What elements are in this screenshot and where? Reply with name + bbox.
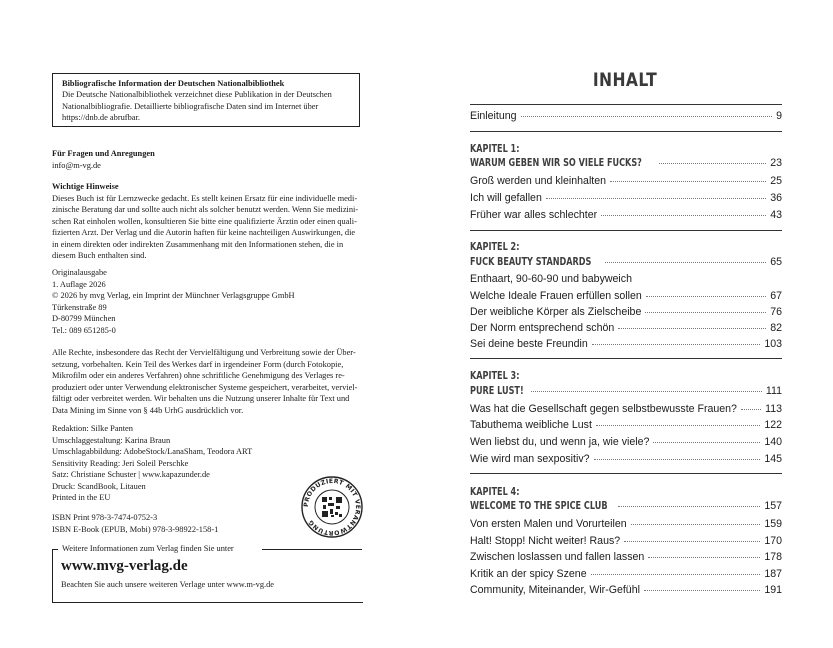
biblio-line: https://dnb.de abrufbar. <box>62 112 140 122</box>
edition-line: Türkenstraße 89 <box>52 302 107 312</box>
chapter-page: 23 <box>770 157 782 169</box>
toc-entry-label: Halt! Stopp! Nicht weiter! Raus? <box>470 535 621 547</box>
toc-entry-label: Zwischen loslassen und fallen lassen <box>470 551 645 563</box>
toc-entry[interactable] <box>470 453 782 467</box>
chapter-1-kicker: KAPITEL 1: <box>470 143 520 155</box>
toc-entry-label: Der Norm entsprechend schön <box>470 322 615 334</box>
toc-entry[interactable] <box>470 419 782 433</box>
credits-line: Sensitivity Reading: Jeri Soleil Perschke <box>52 458 189 468</box>
toc-rule <box>470 358 782 359</box>
toc-entry-label: Der weibliche Körper als Zielscheibe <box>470 306 642 318</box>
edition-block <box>52 267 362 336</box>
contact-email: info@m-vg.de <box>52 160 101 170</box>
chapter-4-kicker: KAPITEL 4: <box>470 486 520 498</box>
toc-entry[interactable] <box>470 306 782 320</box>
toc-entry[interactable] <box>470 568 782 582</box>
chapter-page: 157 <box>764 500 782 512</box>
chapter-3-kicker: KAPITEL 3: <box>470 370 520 382</box>
edition-line: D-80799 München <box>52 314 116 323</box>
toc-entry-label: Was hat die Gesellschaft gegen selbstbewusste Frauen? <box>470 403 737 415</box>
notes-block <box>52 181 362 262</box>
toc-entry-label: Früher war alles schlechter <box>470 209 598 221</box>
chapter-3-title-row[interactable] <box>470 385 782 399</box>
biblio-title: Bibliografische Information der Deutschen Nationalbibliothek <box>62 79 285 88</box>
toc-entry-page: 145 <box>764 453 782 465</box>
publisher-info-label: Weitere Informationen zum Verlag finden Sie unter <box>62 544 234 553</box>
toc-entry-label: Von ersten Malen und Vorurteilen <box>470 518 627 530</box>
toc-entry-page: 113 <box>765 403 782 415</box>
publisher-website-link[interactable]: www.mvg-verlag.de <box>61 558 188 574</box>
svg-text:PRODUZIERT MIT VERANTWORTUNG <box>303 478 361 536</box>
toc-entry[interactable] <box>470 209 782 223</box>
toc-entry-page: 140 <box>764 436 782 448</box>
toc-entry-label: Enthaart, 90-60-90 und babyweich <box>470 273 632 285</box>
toc-entry-page: 36 <box>770 192 782 204</box>
toc-top-rule <box>470 104 782 105</box>
toc-entry-label: Welche Ideale Frauen erfüllen sollen <box>470 290 642 302</box>
toc-entry-label: Ich will gefallen <box>470 192 542 204</box>
edition-line: 1. Auflage 2026 <box>52 279 106 289</box>
toc-rule <box>470 473 782 474</box>
rights-line: produziert oder unter Verwendung elektronischer Systeme gespeichert, verarbeitet, verviel- <box>52 382 358 392</box>
toc-entry-intro[interactable] <box>470 110 782 124</box>
toc-entry-page: 170 <box>764 535 782 547</box>
toc-entry-label: Community, Miteinander, Wir-Gefühl <box>470 584 640 596</box>
isbn-ebook: ISBN E-Book (EPUB, Mobi) 978-3-98922-158-1 <box>52 524 219 534</box>
questions-heading: Für Fragen und Anregungen <box>52 149 155 158</box>
notes-line: in einem direkten oder indirekten Zusammenhang mit den Informationen stehen, die in <box>52 239 344 249</box>
toc-entry[interactable] <box>470 192 782 206</box>
toc-rule <box>470 230 782 231</box>
rights-line: Data Mining im Sinne von § 44b UrhG ausdrücklich vor. <box>52 405 244 415</box>
toc-entry-label: Wen liebst du, und wenn ja, wie viele? <box>470 436 650 448</box>
credits-line: Redaktion: Silke Panten <box>52 424 133 433</box>
edition-line: Originalausgabe <box>52 268 107 277</box>
notes-line: Dieses Buch ist für Lernzwecke gedacht. Es stellt keinen Ersatz für eine individuelle medi- <box>52 193 358 203</box>
toc-entry[interactable] <box>470 338 782 352</box>
toc-entry-page: 76 <box>770 306 782 318</box>
toc-entry-label: Sei deine beste Freundin <box>470 338 588 350</box>
chapter-1-title-row[interactable] <box>470 157 782 171</box>
chapter-title: PURE LUST! <box>470 385 524 397</box>
toc-entry-page: 9 <box>776 110 782 122</box>
biblio-line: Die Deutsche Nationalbibliothek verzeichnet diese Publikation in der Deutschen <box>62 90 332 100</box>
toc-entry[interactable] <box>470 175 782 189</box>
chapter-title: WELCOME TO THE SPICE CLUB <box>470 500 608 512</box>
toc-entry-page: 103 <box>764 338 782 350</box>
toc-title: INHALT <box>592 69 658 91</box>
rights-line: setzung, vorbehalten. Kein Teil des Werkes darf in irgendeiner Form (durch Fotokopie, <box>52 359 344 369</box>
credits-line: Umschlagabbildung: AdobeStock/LanaSham, Teodora ART <box>52 447 253 456</box>
credits-line: Printed in the EU <box>52 493 111 502</box>
notes-heading: Wichtige Hinweise <box>52 182 119 191</box>
rights-line: Alle Rechte, insbesondere das Recht der Vervielfältigung und Verbreitung sowie der Über- <box>52 348 356 357</box>
rights-block <box>52 347 362 416</box>
credits-line: Umschlaggestaltung: Karina Braun <box>52 435 171 445</box>
toc-entry-page: 82 <box>770 322 782 334</box>
toc-entry[interactable] <box>470 584 782 598</box>
toc-entry-label: Tabuthema weibliche Lust <box>470 419 592 431</box>
chapter-title: FUCK BEAUTY STANDARDS <box>470 256 592 268</box>
toc-entry[interactable] <box>470 535 782 549</box>
toc-entry-page: 25 <box>770 175 782 187</box>
toc-entry-page: 43 <box>770 209 782 221</box>
toc-entry[interactable] <box>470 290 782 304</box>
toc-entry-page: 122 <box>764 419 782 431</box>
biblio-line: Nationalbibliografie. Detaillierte bibliografische Daten sind im Internet über <box>62 101 319 111</box>
toc-entry[interactable] <box>470 436 782 450</box>
toc-entry[interactable] <box>470 403 782 417</box>
toc-entry-page: 178 <box>764 551 782 563</box>
toc-rule <box>470 131 782 132</box>
chapter-page: 111 <box>765 385 782 397</box>
chapter-title: WARUM GEBEN WIR SO VIELE FUCKS? <box>470 157 642 169</box>
toc-entry-page: 191 <box>764 584 782 596</box>
chapter-4-title-row[interactable] <box>470 500 782 514</box>
notes-line: fizierten Arzt. Der Verlag und die Autorin haften für keine nachteiligen Auswirkungen, die <box>52 228 356 237</box>
credits-line: Satz: Christiane Schuster | www.kapazunder.de <box>52 470 210 479</box>
toc-entry[interactable] <box>470 551 782 565</box>
chapter-2-kicker: KAPITEL 2: <box>470 241 520 253</box>
toc-entry[interactable] <box>470 273 782 287</box>
produced-responsibly-seal <box>301 476 363 538</box>
toc-entry[interactable] <box>470 322 782 336</box>
questions-block <box>52 148 362 171</box>
toc-entry-label: Groß werden und kleinhalten <box>470 175 607 187</box>
notes-line: zinische Beratung dar und sollte auch nicht als solcher benutzt werden. Wenn Sie medizini- <box>52 205 359 214</box>
toc-entry-label: Wie wird man sexpositiv? <box>470 453 590 465</box>
isbn-print: ISBN Print 978-3-7474-0752-3 <box>52 513 158 522</box>
credits-line: Druck: ScandBook, Litauen <box>52 481 146 491</box>
edition-line: Tel.: 089 651285-0 <box>52 325 116 335</box>
toc-entry-label: Einleitung <box>470 110 517 122</box>
toc-entry-page: 159 <box>764 518 782 530</box>
seal-text: PRODUZIERT MIT VERANTWORTUNG <box>302 477 362 537</box>
chapter-2-title-row[interactable] <box>470 256 782 270</box>
bibliographic-info-box <box>52 73 360 127</box>
edition-line: © 2026 by mvg Verlag, ein Imprint der Münchner Verlagsgruppe GmbH <box>52 291 295 300</box>
notes-line: diesem Buch enthalten sind. <box>52 251 147 260</box>
toc-entry[interactable] <box>470 518 782 532</box>
publisher-other-imprints: Beachten Sie auch unsere weiteren Verlage unter www.m-vg.de <box>61 580 275 589</box>
toc-entry-page: 67 <box>770 290 782 302</box>
rights-line: fältigt oder verbreitet werden. Wir behalten uns die Nutzung unserer Inhalte für Text und <box>52 394 350 403</box>
toc-entry-page: 187 <box>764 568 782 580</box>
notes-line: schen Rat einholen wollen, konsultieren Sie bitte eine qualifizierte Ärztin oder einen quali- <box>52 216 357 226</box>
toc-entry-label: Kritik an der spicy Szene <box>470 568 587 580</box>
chapter-page: 65 <box>770 256 782 268</box>
rights-line: Mikrofilm oder ein anderes Verfahren) ohne schriftliche Genehmigung des Verlages re- <box>52 371 345 380</box>
